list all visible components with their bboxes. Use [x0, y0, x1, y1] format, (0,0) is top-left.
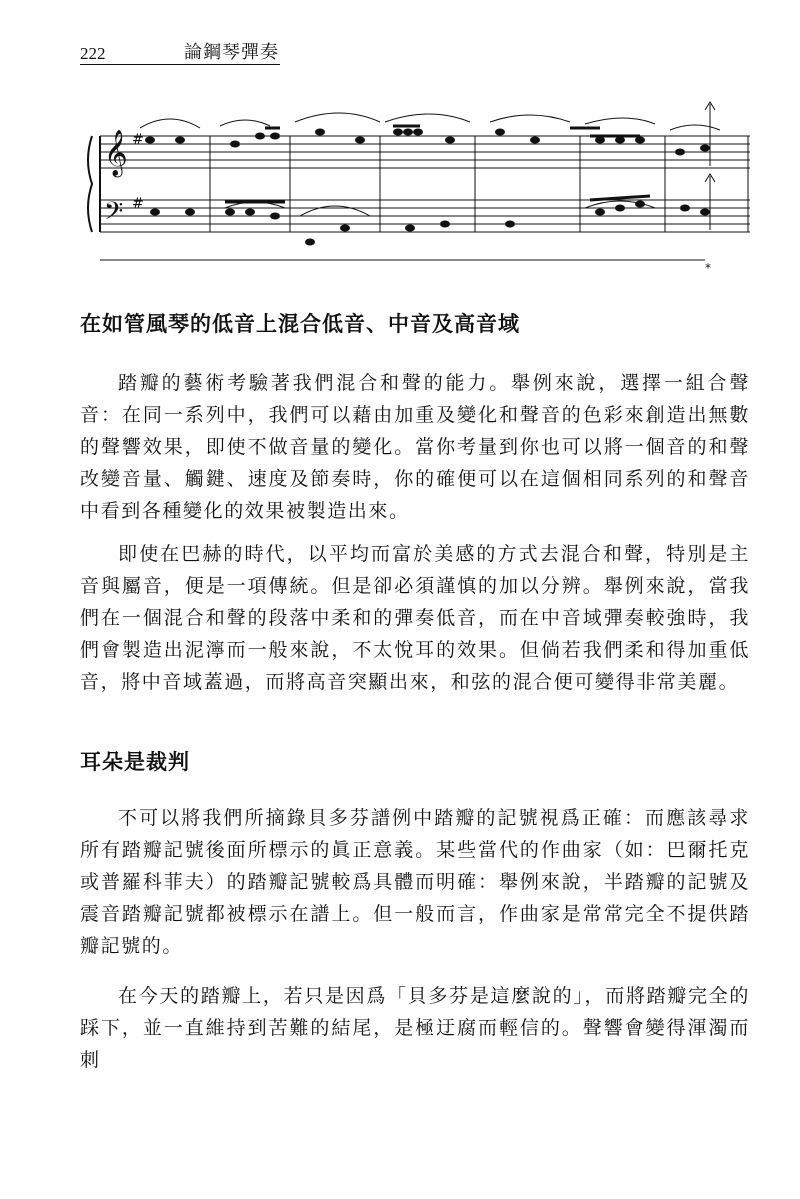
- section-2-paragraph-2: 在今天的踏瓣上，若只是因爲「貝多芬是這麼說的」，而將踏瓣完全的踩下，並一直維持到苦難的結尾，是極迂腐而輕信的。聲響會變得渾濁而刺: [80, 985, 750, 1071]
- svg-text:#: #: [132, 196, 144, 212]
- section-heading-2: 耳朵是裁判: [80, 749, 190, 774]
- page-number: 222: [80, 44, 106, 63]
- section-1-paragraph-2: 即使在巴赫的時代，以平均而富於美感的方式去混合和聲，特別是主音與屬音，便是一項傳統。但是卻必須謹慎的加以分辨。舉例來說，當我們在一個混合和聲的段落中柔和的彈奏低音，而在中音域彈奏較強時，我們會製造出泥濘而一般來說，不太悅耳的效果。但倘若我們柔和得加重低音，將中音域蓋過，而將高音突顯出來，和弦的混合便可變得非常美麗。: [80, 543, 750, 693]
- score-svg: [80, 96, 750, 276]
- svg-text:𝄞: 𝄞: [104, 130, 128, 176]
- running-header: [80, 36, 300, 66]
- section-1-paragraph-1: 踏瓣的藝術考驗著我們混合和聲的能力。舉例來說，選擇一組合聲音：在同一系列中，我們可以藉由加重及變化和聲音的色彩來創造出無數的聲響效果，即使不做音量的變化。當你考量到你也可以將一個音的和聲改變音量、觸鍵、速度及節奏時，你的確便可以在這個相同系列的和聲音中看到各種變化的效果被製造出來。: [80, 372, 750, 522]
- section-2-paragraph-1: 不可以將我們所摘錄貝多芬譜例中踏瓣的記號視爲正確：而應該尋求所有踏瓣記號後面所標示的眞正意義。某些當代的作曲家（如：巴爾托克或普羅科菲夫）的踏瓣記號較爲具體而明確：舉例來說，半踏瓣的記號及震音踏瓣記號都被標示在譜上。但一般而言，作曲家是常常完全不提供踏瓣記號的。: [80, 807, 750, 957]
- header-rule: [80, 64, 280, 65]
- svg-text:𝄢: 𝄢: [104, 197, 124, 232]
- section-heading-1: 在如管風琴的低音上混合低音、中音及高音域: [80, 311, 520, 336]
- pedal-release-mark: *: [705, 261, 711, 275]
- running-title: 論鋼琴彈奏: [184, 42, 279, 63]
- music-score-excerpt: [80, 96, 750, 276]
- svg-text:#: #: [132, 132, 144, 148]
